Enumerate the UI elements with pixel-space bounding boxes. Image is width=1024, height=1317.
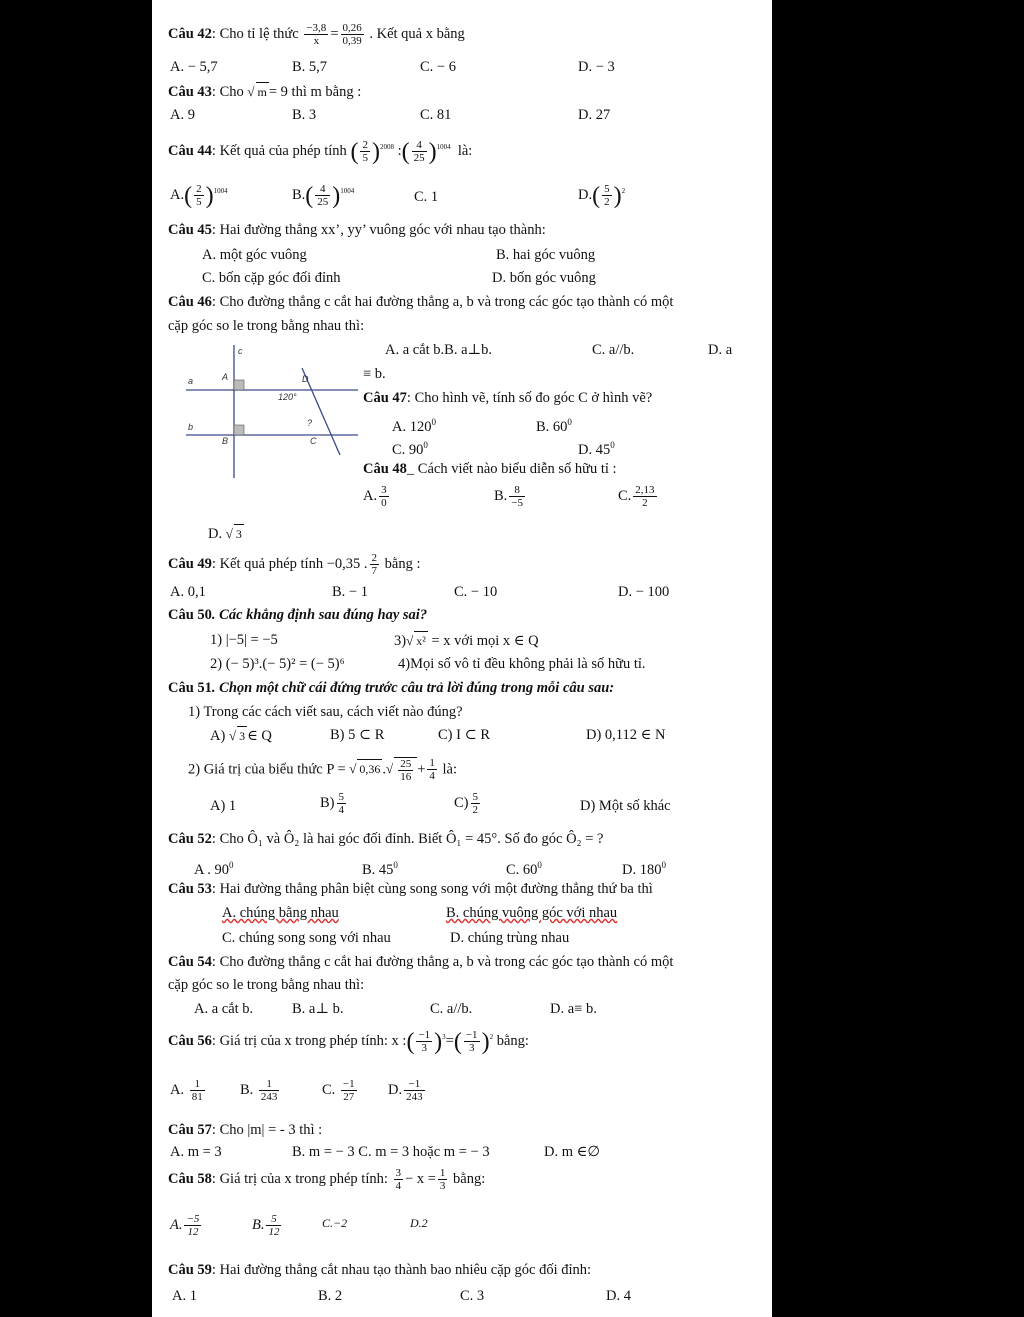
option-a: A) 1: [210, 798, 237, 814]
question-46-line2: cặp góc so le trong bằng nhau thì:: [168, 318, 365, 334]
option-d: D. m ∈∅: [544, 1144, 600, 1160]
label-c: c: [238, 346, 243, 356]
question-59: Câu 59: Hai đường thẳng cắt nhau tạo thành bao nhiêu cặp góc đối đỉnh:: [168, 1262, 592, 1278]
question-58: Câu 58: Giá trị của x trong phép tính: $\frac{3}{4}$ − x = $\frac{1}{3}$ bằng:: [168, 1167, 486, 1192]
option-c: C. chúng song song với nhau: [222, 930, 391, 946]
question-47: Câu 47: Cho hình vẽ, tính số đo góc C ở hình vẽ?: [363, 390, 653, 406]
option-d: D. 27: [578, 107, 611, 123]
statement-3: 3)√ x² = x với mọi x ∈ Q: [394, 633, 539, 649]
option-d: D. $45^0$: [578, 440, 615, 458]
option-c: C) I ⊂ R: [438, 727, 491, 743]
sub-question-2: 2) Giá trị của biểu thức P = √ 0,36 .√ $\frac{25}{16}$ + $\frac{1}{4}$ là:: [188, 757, 457, 783]
option-a: A.( $\frac{2}{5}$ )$^{1004}$: [170, 182, 228, 209]
option-d: D. bốn góc vuông: [492, 270, 596, 286]
option-ab: A. a cắt b.B. a⊥b.: [385, 342, 493, 358]
option-a: A. $120^0$: [392, 417, 436, 435]
option-a: A . $90^0$: [194, 860, 234, 878]
option-a: A. a cắt b.: [194, 1001, 254, 1017]
option-d: D. chúng trùng nhau: [450, 930, 570, 946]
option-b: B) 5 ⊂ R: [330, 727, 385, 743]
right-angle-mark-b: [234, 425, 244, 435]
option-a: A) √ 3 ∈ Q: [210, 728, 272, 744]
label-b: b: [188, 422, 194, 432]
question-48: Câu 48_ Cách viết nào biểu diễn số hữu tỉ :: [363, 461, 617, 477]
option-d: D. − 100: [618, 584, 670, 600]
option-b: B. $\frac{5}{12}$: [252, 1213, 280, 1238]
option-c: C. a//b.: [592, 342, 635, 358]
option-a: A. $\frac{1}{81}$: [170, 1078, 203, 1103]
option-b: B. $\frac{1}{243}$: [240, 1078, 278, 1103]
option-a: A. chúng bằng nhau: [222, 905, 339, 921]
option-c: C. $\frac{2,13}{2}$: [618, 484, 655, 509]
option-d: D. $\frac{-1}{243}$: [388, 1078, 423, 1103]
option-d-cont: ≡ b.: [363, 366, 386, 382]
option-a: A. 9: [170, 107, 195, 123]
statement-1: 1) |−5| = −5: [210, 632, 278, 648]
option-b: B. 2: [318, 1288, 343, 1304]
statement-4: 4)Mọi số vô tỉ đều không phải là số hữu tỉ.: [398, 656, 646, 672]
option-d: D. 4: [606, 1288, 631, 1304]
question-52: Câu 52: Cho Ô₁ và Ô₂ là hai góc đối đỉnh. Biết Ô₁ = 45°. Số đo góc Ô₂ = ?: [168, 831, 604, 847]
option-a: A. 0,1: [170, 584, 206, 600]
option-c: C. $60^0$: [506, 860, 542, 878]
option-c: C. $90^0$: [392, 440, 428, 458]
fraction: $\frac{0,26}{0,39}$: [342, 22, 362, 47]
statement-2: 2) (− 5)³.(− 5)² = (− 5)⁶: [210, 656, 345, 672]
option-d: D.2: [410, 1216, 428, 1230]
question-57: Câu 57: Cho |m| = - 3 thì :: [168, 1122, 323, 1138]
option-a: A. − 5,7: [170, 59, 218, 75]
option-b: B) $\frac{5}{4}$: [320, 791, 344, 816]
option-b: B. $60^0$: [536, 417, 572, 435]
option-b: B. 3: [292, 107, 317, 123]
option-c: C. bốn cặp góc đối đỉnh: [202, 270, 341, 286]
option-d: D.( $\frac{5}{2}$ )$^2$: [578, 182, 626, 209]
option-d: D. − 3: [578, 59, 615, 75]
option-bc: B. m = − 3 C. m = 3 hoặc m = − 3: [292, 1144, 490, 1160]
label-a: a: [188, 376, 194, 386]
option-d: D. a: [708, 342, 733, 358]
option-c: C. − 10: [454, 584, 498, 600]
question-46: Câu 46: Cho đường thẳng c cắt hai đường thẳng a, b và trong các góc tạo thành có một: [168, 294, 674, 310]
option-a: A. 1: [172, 1288, 197, 1304]
label-B: B: [222, 436, 229, 446]
label-angle: 120°: [278, 392, 297, 402]
option-c: C. 81: [420, 107, 452, 123]
option-b: B. 5,7: [292, 59, 328, 75]
question-45: Câu 45: Hai đường thẳng xx’, yy’ vuông góc với nhau tạo thành:: [168, 222, 546, 238]
option-c: C. − 6: [420, 59, 456, 75]
option-b: B. chúng vuông góc với nhau: [446, 905, 618, 921]
question-50: Câu 50. Các khẳng định sau đúng hay sai?: [168, 607, 428, 623]
fraction: $\frac{-3,8}{x}$: [306, 22, 327, 47]
option-b: B.( $\frac{4}{25}$ )$^{1004}$: [292, 182, 355, 209]
question-53: Câu 53: Hai đường thẳng phân biệt cùng song song với một đường thẳng thứ ba thì: [168, 881, 653, 897]
option-c: C.−2: [322, 1216, 348, 1230]
question-56: Câu 56: Giá trị của x trong phép tính: x :( $\frac{-1}{3}$ )$^3$=( $\frac{-1}{3}$ )$^2$ bằng:: [168, 1028, 529, 1055]
option-d: D. √ 3: [208, 526, 242, 542]
option-b: B. hai góc vuông: [496, 247, 596, 263]
option-b: B. − 1: [332, 584, 368, 600]
label-A: A: [222, 372, 229, 382]
option-d: D. $180^0$: [622, 860, 666, 878]
option-c: C. 3: [460, 1288, 485, 1304]
option-c: C. a//b.: [430, 1001, 473, 1017]
option-c: C. 1: [414, 189, 439, 205]
option-c: C. $\frac{-1}{27}$: [322, 1078, 355, 1103]
question-42: Câu 42: Cho tỉ lệ thức $\frac{-3,8}{x}$ = $\frac{0,26}{0,39}$ . Kết quả x bằng: [168, 22, 465, 47]
sub-question-1: 1) Trong các cách viết sau, cách viết nào đúng?: [188, 704, 463, 720]
question-49: Câu 49: Kết quả phép tính −0,35 . $\frac{2}{7}$ bằng :: [168, 552, 421, 577]
label-question: ?: [307, 418, 313, 428]
option-c: C) $\frac{5}{2}$: [454, 791, 478, 816]
option-b: B. $\frac{8}{-5}$: [494, 484, 524, 509]
question-43: Câu 43: Cho √ m = 9 thì m bằng :: [168, 84, 362, 100]
option-d: D) Một số khác: [580, 798, 671, 814]
geometry-figure: [182, 340, 362, 480]
option-b: B. $45^0$: [362, 860, 398, 878]
question-54: Câu 54: Cho đường thẳng c cắt hai đường thẳng a, b và trong các góc tạo thành có một: [168, 954, 674, 970]
right-angle-mark-a: [234, 380, 244, 390]
option-a: A. $\frac{-5}{12}$: [170, 1213, 200, 1238]
question-54-line2: cặp góc so le trong bằng nhau thì:: [168, 977, 365, 993]
option-a: A. m = 3: [170, 1144, 222, 1160]
option-d: D) 0,112 ∈ N: [586, 727, 666, 743]
option-d: D. a≡ b.: [550, 1001, 597, 1017]
question-44: Câu 44: Kết quả của phép tính ( $\frac{2}{5}$ )$^{2008}$ :( $\frac{4}{25}$ )$^{1004}$ là:: [168, 138, 473, 165]
document-page: [152, 0, 772, 1317]
label-D: D: [302, 374, 309, 384]
label-C: C: [310, 436, 317, 446]
option-a: A. $\frac{3}{0}$: [363, 484, 387, 509]
option-b: B. a⊥ b.: [292, 1001, 344, 1017]
option-a: A. một góc vuông: [202, 247, 307, 263]
question-51: Câu 51. Chọn một chữ cái đứng trước câu trả lời đúng trong mỗi câu sau:: [168, 680, 615, 696]
